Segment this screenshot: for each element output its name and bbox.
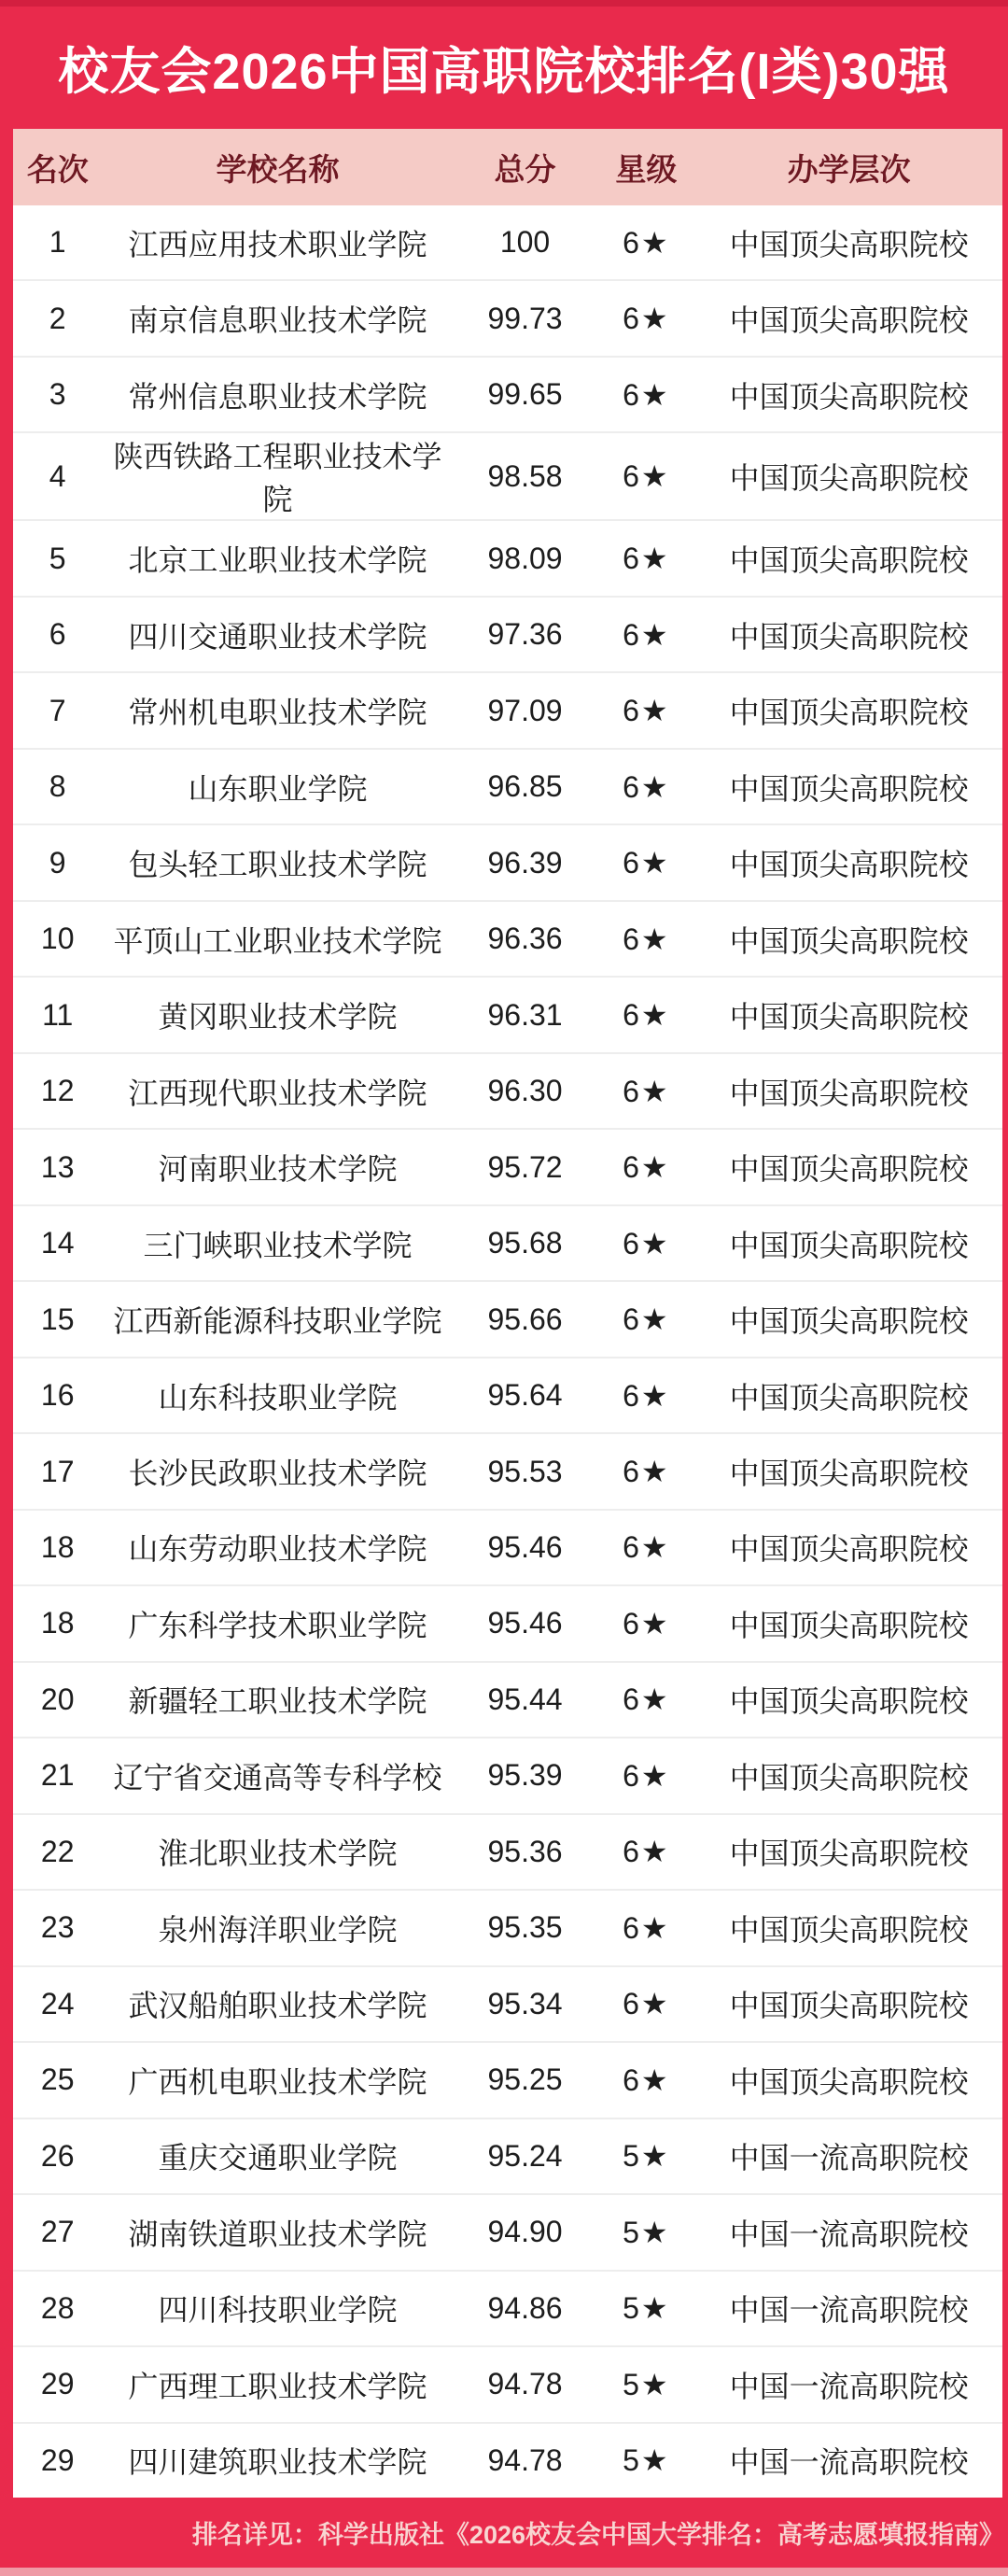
- table-row: [13, 671, 1002, 747]
- rank-cell: 24: [40, 1986, 75, 2020]
- school-name-cell: 重庆交通职业学院: [158, 2141, 398, 2175]
- level-cell: 中国一流高职院校: [729, 2293, 969, 2328]
- score-cell: 96.30: [487, 1074, 563, 1108]
- school-name-cell: 平顶山工业职业技术学院: [113, 923, 442, 958]
- rank-cell: 17: [40, 1454, 75, 1488]
- table-row: [13, 748, 1002, 823]
- school-name-cell: 长沙民政职业技术学院: [128, 1457, 427, 1490]
- star-rating-cell: 6★: [623, 998, 670, 1033]
- score-cell: 95.44: [487, 1682, 563, 1716]
- footer-note: 排名详见：科学出版社《2026校友会中国大学排名：高考志愿填报指南》: [191, 2521, 1004, 2549]
- rank-cell: 22: [40, 1834, 75, 1868]
- star-rating-cell: 6★: [623, 1455, 670, 1488]
- level-cell: 中国顶尖高职院校: [729, 1837, 969, 1871]
- score-cell: 94.78: [487, 2367, 563, 2401]
- star-rating-cell: 6★: [623, 1378, 670, 1413]
- column-header-school: 学校名称: [216, 151, 340, 187]
- rank-cell: 29: [40, 2442, 75, 2477]
- score-cell: 95.53: [487, 1454, 563, 1488]
- table-body: [13, 205, 1002, 2498]
- level-cell: 中国顶尖高职院校: [729, 1380, 969, 1415]
- star-rating-cell: 6★: [623, 2062, 670, 2097]
- rank-cell: 7: [49, 693, 66, 727]
- school-name-cell: 广东科学技术职业学院: [128, 1608, 427, 1642]
- rank-cell: 10: [40, 922, 75, 956]
- star-rating-cell: 6★: [623, 1074, 670, 1108]
- bottom-accent-strip: [0, 2568, 1008, 2576]
- level-cell: 中国一流高职院校: [729, 2141, 969, 2175]
- table-row: [13, 596, 1002, 671]
- score-cell: 96.36: [487, 922, 563, 956]
- school-name-cell: 常州信息职业技术学院: [128, 379, 427, 414]
- table-row: [13, 823, 1002, 899]
- star-rating-cell: 5★: [623, 2215, 670, 2249]
- table-row: [13, 1509, 1002, 1584]
- star-rating-cell: 6★: [623, 1910, 670, 1945]
- score-cell: 94.78: [487, 2442, 563, 2477]
- score-cell: 99.73: [487, 301, 563, 335]
- school-name-cell: 四川建筑职业技术学院: [128, 2445, 427, 2480]
- star-rating-cell: 6★: [623, 769, 670, 804]
- rank-cell: 16: [40, 1378, 75, 1413]
- table-row: [13, 976, 1002, 1051]
- rank-cell: 3: [49, 377, 66, 412]
- level-cell: 中国一流高职院校: [729, 2445, 969, 2480]
- level-cell: 中国顶尖高职院校: [729, 2064, 969, 2099]
- score-cell: 95.24: [487, 2138, 563, 2173]
- rank-cell: 29: [40, 2367, 75, 2401]
- column-header-rank: 名次: [26, 151, 89, 187]
- rank-cell: 20: [40, 1682, 75, 1716]
- table-row: [13, 2193, 1002, 2269]
- score-cell: 97.09: [487, 693, 563, 727]
- rank-cell: 21: [40, 1758, 75, 1793]
- table-row: [13, 1965, 1002, 2041]
- table-row: [13, 1128, 1002, 1204]
- score-cell: 95.68: [487, 1226, 563, 1260]
- score-cell: 95.46: [487, 1529, 563, 1564]
- star-rating-cell: 6★: [623, 1987, 670, 2021]
- rank-cell: 6: [49, 617, 66, 652]
- school-name-cell: 泉州海洋职业学院: [158, 1912, 398, 1947]
- score-cell: 96.31: [487, 997, 563, 1032]
- table-row: [13, 2345, 1002, 2421]
- level-cell: 中国顶尖高职院校: [729, 303, 969, 338]
- level-cell: 中国顶尖高职院校: [729, 461, 969, 496]
- table-row: [13, 2422, 1002, 2498]
- rank-cell: 13: [40, 1149, 75, 1184]
- rank-cell: 23: [40, 1910, 75, 1945]
- rank-cell: 8: [49, 769, 66, 804]
- table-row: [13, 2270, 1002, 2345]
- score-cell: 95.72: [487, 1149, 563, 1184]
- level-cell: 中国顶尖高职院校: [729, 923, 969, 958]
- school-name-cell: 新疆轻工职业技术学院: [128, 1684, 427, 1719]
- score-cell: 95.46: [487, 1606, 563, 1640]
- score-cell: 96.39: [487, 845, 563, 880]
- rank-cell: 26: [40, 2138, 75, 2173]
- level-cell: 中国顶尖高职院校: [729, 1532, 969, 1567]
- rank-cell: 11: [42, 997, 74, 1032]
- star-rating-cell: 6★: [623, 1302, 670, 1337]
- level-cell: 中国顶尖高职院校: [729, 1457, 969, 1490]
- table-row: [13, 1889, 1002, 1964]
- star-rating-cell: 6★: [623, 1226, 670, 1260]
- score-cell: 94.90: [487, 2215, 563, 2249]
- school-name-cell: 包头轻工职业技术学院: [128, 848, 427, 882]
- level-cell: 中国顶尖高职院校: [729, 1989, 969, 2023]
- school-name-cell: 四川科技职业学院: [158, 2293, 398, 2328]
- star-rating-cell: 6★: [623, 377, 670, 412]
- score-cell: 95.35: [487, 1910, 563, 1945]
- score-cell: 100: [499, 225, 551, 260]
- column-header-score: 总分: [494, 151, 556, 187]
- table-header-row: [13, 129, 1002, 205]
- level-cell: 中国顶尖高职院校: [729, 1000, 969, 1035]
- school-name-cell: 武汉船舶职业技术学院: [128, 1989, 427, 2023]
- rank-cell: 5: [49, 541, 66, 575]
- school-name-cell: 山东科技职业学院: [158, 1380, 398, 1415]
- school-name-cell: 常州机电职业技术学院: [128, 696, 427, 730]
- star-rating-cell: 6★: [623, 542, 670, 576]
- star-rating-cell: 6★: [623, 617, 670, 652]
- star-rating-cell: 6★: [623, 1835, 670, 1869]
- level-cell: 中国顶尖高职院校: [729, 1684, 969, 1719]
- school-name-cell: 陕西铁路工程职业技术学院: [113, 440, 442, 517]
- star-rating-cell: 6★: [623, 302, 670, 336]
- star-rating-cell: 5★: [623, 2443, 670, 2478]
- rank-cell: 28: [40, 2290, 75, 2325]
- star-rating-cell: 5★: [623, 2291, 670, 2326]
- rank-cell: 4: [49, 458, 66, 493]
- column-header-level: 办学层次: [787, 151, 911, 187]
- level-cell: 中国顶尖高职院校: [729, 1760, 969, 1795]
- page-title: 校友会2026中国高职院校排名(I类)30强: [58, 44, 950, 100]
- column-header-star: 星级: [615, 151, 678, 187]
- level-cell: 中国顶尖高职院校: [729, 1076, 969, 1110]
- rank-cell: 9: [49, 845, 66, 880]
- rank-cell: 12: [40, 1074, 75, 1108]
- table-row: [13, 1280, 1002, 1356]
- school-name-cell: 淮北职业技术学院: [158, 1837, 398, 1871]
- table-row: [13, 1052, 1002, 1128]
- level-cell: 中国顶尖高职院校: [729, 848, 969, 882]
- rank-cell: 1: [49, 225, 66, 260]
- score-cell: 98.58: [487, 458, 563, 493]
- star-rating-cell: 6★: [623, 846, 670, 880]
- level-cell: 中国顶尖高职院校: [729, 379, 969, 414]
- table-row: [13, 1737, 1002, 1812]
- level-cell: 中国顶尖高职院校: [729, 619, 969, 654]
- score-cell: 94.86: [487, 2290, 563, 2325]
- score-cell: 97.36: [487, 617, 563, 652]
- school-name-cell: 湖南铁道职业技术学院: [128, 2217, 427, 2251]
- school-name-cell: 黄冈职业技术学院: [158, 1000, 398, 1035]
- school-name-cell: 南京信息职业技术学院: [128, 303, 427, 338]
- score-cell: 98.09: [487, 541, 563, 575]
- school-name-cell: 江西应用技术职业学院: [128, 227, 427, 261]
- star-rating-cell: 6★: [623, 1150, 670, 1185]
- level-cell: 中国顶尖高职院校: [729, 1304, 969, 1339]
- level-cell: 中国顶尖高职院校: [729, 543, 969, 578]
- star-rating-cell: 6★: [623, 694, 670, 728]
- level-cell: 中国顶尖高职院校: [729, 771, 969, 806]
- rank-cell: 18: [40, 1606, 75, 1640]
- score-cell: 95.25: [487, 2062, 563, 2097]
- level-cell: 中国顶尖高职院校: [729, 227, 969, 261]
- table-row: [13, 2118, 1002, 2193]
- school-name-cell: 河南职业技术学院: [158, 1152, 398, 1187]
- school-name-cell: 广西理工职业技术学院: [128, 2369, 427, 2403]
- level-cell: 中国一流高职院校: [729, 2217, 969, 2251]
- level-cell: 中国顶尖高职院校: [729, 1228, 969, 1262]
- star-rating-cell: 6★: [623, 1530, 670, 1565]
- table-row: [13, 1432, 1002, 1508]
- star-rating-cell: 6★: [623, 922, 670, 956]
- school-name-cell: 辽宁省交通高等专科学校: [113, 1760, 442, 1795]
- level-cell: 中国顶尖高职院校: [729, 1912, 969, 1947]
- score-cell: 95.39: [487, 1758, 563, 1793]
- star-rating-cell: 6★: [623, 1606, 670, 1640]
- table-row: [13, 431, 1002, 519]
- score-cell: 95.36: [487, 1834, 563, 1868]
- table-row: [13, 900, 1002, 976]
- rank-cell: 25: [40, 2062, 75, 2097]
- star-rating-cell: 6★: [623, 1682, 670, 1717]
- school-name-cell: 三门峡职业技术学院: [143, 1228, 413, 1262]
- rank-cell: 14: [40, 1226, 75, 1260]
- school-name-cell: 四川交通职业技术学院: [128, 619, 427, 654]
- table-row: [13, 2041, 1002, 2117]
- table-row: [13, 356, 1002, 431]
- rank-cell: 27: [40, 2215, 75, 2249]
- school-name-cell: 山东职业学院: [188, 771, 368, 806]
- score-cell: 95.64: [487, 1378, 563, 1413]
- school-name-cell: 江西新能源科技职业学院: [113, 1304, 442, 1339]
- star-rating-cell: 6★: [623, 225, 670, 260]
- ranking-table: [13, 129, 1002, 2498]
- table-row: [13, 205, 1002, 279]
- table-row: [13, 1584, 1002, 1660]
- rank-cell: 2: [49, 301, 66, 335]
- score-cell: 95.34: [487, 1986, 563, 2020]
- table-row: [13, 279, 1002, 355]
- score-cell: 99.65: [487, 377, 563, 412]
- star-rating-cell: 5★: [623, 2139, 670, 2174]
- score-cell: 96.85: [487, 769, 563, 804]
- score-cell: 95.66: [487, 1302, 563, 1336]
- school-name-cell: 广西机电职业技术学院: [128, 2064, 427, 2099]
- star-rating-cell: 6★: [623, 459, 670, 494]
- level-cell: 中国顶尖高职院校: [729, 1608, 969, 1642]
- rank-cell: 18: [40, 1529, 75, 1564]
- table-row: [13, 519, 1002, 595]
- school-name-cell: 山东劳动职业技术学院: [128, 1532, 427, 1567]
- top-accent-line: [0, 0, 1008, 7]
- table-row: [13, 1813, 1002, 1889]
- table-row: [13, 1357, 1002, 1432]
- level-cell: 中国一流高职院校: [729, 2369, 969, 2403]
- level-cell: 中国顶尖高职院校: [729, 696, 969, 730]
- star-rating-cell: 6★: [623, 1758, 670, 1793]
- school-name-cell: 江西现代职业技术学院: [128, 1076, 427, 1110]
- table-row: [13, 1661, 1002, 1737]
- rank-cell: 15: [40, 1302, 75, 1336]
- star-rating-cell: 5★: [623, 2367, 670, 2401]
- school-name-cell: 北京工业职业技术学院: [128, 543, 427, 578]
- table-row: [13, 1204, 1002, 1280]
- level-cell: 中国顶尖高职院校: [729, 1152, 969, 1187]
